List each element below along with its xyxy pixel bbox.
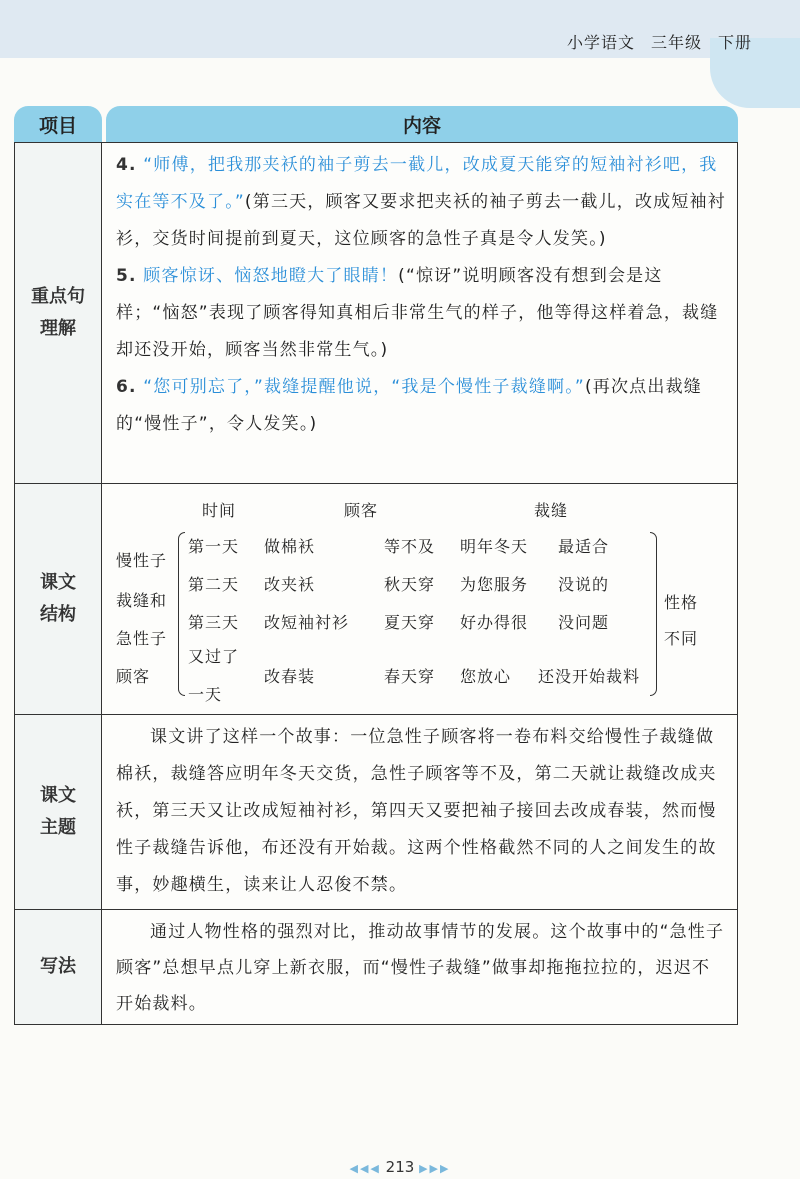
tailor-a-cell: 明年冬天 <box>460 537 529 556</box>
header-volume: 下册 <box>717 33 752 52</box>
table-body <box>14 142 738 1025</box>
left-line: 顾客 <box>116 667 151 686</box>
left-brace <box>178 532 185 696</box>
row-writing <box>15 910 737 1024</box>
customer-cell: 秋天穿 <box>384 575 436 594</box>
task-cell: 做棉袄 <box>264 537 316 556</box>
left-line: 慢性子 <box>116 551 168 570</box>
right-line: 不同 <box>664 629 699 648</box>
tailor-a-cell: 为您服务 <box>460 575 529 594</box>
item-quote: “师傅，把我那夹袄的袖子剪去一截儿，改成夏天能穿的短袖衬衫吧，我实在等不及了。” <box>116 155 718 212</box>
tailor-b-cell: 没说的 <box>558 575 610 594</box>
head-col-item: 项目 <box>14 106 102 142</box>
structure-content <box>102 484 737 714</box>
page-footer <box>0 1158 800 1176</box>
right-brace <box>650 532 657 696</box>
col-tailor: 裁缝 <box>534 501 569 520</box>
time-cell-2: 一天 <box>188 685 223 704</box>
left-line: 裁缝和 <box>116 591 168 610</box>
tailor-b-cell: 还没开始裁料 <box>538 667 641 686</box>
left-line: 急性子 <box>116 629 168 648</box>
item-number: 6. <box>116 377 137 397</box>
time-cell: 第一天 <box>188 537 240 556</box>
label-structure <box>15 484 102 714</box>
col-customer: 顾客 <box>344 501 379 520</box>
label-writing: 写法 <box>15 910 102 1024</box>
content-table <box>14 106 738 1014</box>
label-line: 课文 <box>40 572 76 593</box>
customer-cell: 春天穿 <box>384 667 436 686</box>
page-header <box>551 30 752 53</box>
sentence-item <box>116 147 727 258</box>
label-line: 理解 <box>40 318 76 339</box>
item-note: (再次点出裁缝的“慢性子”，令人发笑。) <box>116 377 702 434</box>
label-line: 主题 <box>40 817 76 838</box>
theme-text: 课文讲了这样一个故事：一位急性子顾客将一卷布料交给慢性子裁缝做棉袄，裁缝答应明年冬天交货，急性子顾客等不及，第二天就让裁缝改成夹袄，第三天又让改成短袖衬衫，第四天又要把袖子接回去改成春装，然而慢性子裁缝告诉他，布还没有开始裁。这两个性格截然不同的人之间发生的故事，妙趣横生，读来让人忍俊不禁。 <box>116 727 717 895</box>
label-line: 结构 <box>40 604 76 625</box>
label-line: 课文 <box>40 785 76 806</box>
task-cell: 改夹袄 <box>264 575 316 594</box>
customer-cell: 等不及 <box>384 537 436 556</box>
time-cell: 又过了 <box>188 647 240 666</box>
page-number: 213 <box>385 1158 415 1176</box>
label-theme <box>15 715 102 909</box>
arrow-right-icon: ▶▶▶ <box>419 1162 451 1175</box>
tailor-b-cell: 没问题 <box>558 613 610 632</box>
item-note: (“惊讶”说明顾客没有想到会是这样；“恼怒”表现了顾客得知真相后非常生气的样子，他等得这样着急，裁缝却还没开始，顾客当然非常生气。) <box>116 266 719 360</box>
sentence-item <box>116 258 727 369</box>
time-cell: 第三天 <box>188 613 240 632</box>
tailor-a-cell: 好办得很 <box>460 613 529 632</box>
tailor-b-cell: 最适合 <box>558 537 610 556</box>
item-quote: “您可别忘了，”裁缝提醒他说，“我是个慢性子裁缝啊。” <box>143 377 585 397</box>
time-cell: 第二天 <box>188 575 240 594</box>
key-sentences-content <box>102 143 737 483</box>
col-time: 时间 <box>202 501 237 520</box>
item-number: 4. <box>116 155 137 175</box>
right-line: 性格 <box>664 593 699 612</box>
head-col-content: 内容 <box>106 106 738 142</box>
item-number: 5. <box>116 266 137 286</box>
row-key-sentences <box>15 143 737 484</box>
task-cell: 改春装 <box>264 667 316 686</box>
sentence-item <box>116 369 727 443</box>
task-cell: 改短袖衬衫 <box>264 613 350 632</box>
item-quote: 顾客惊讶、恼怒地瞪大了眼睛！ <box>143 266 399 286</box>
row-theme <box>15 715 737 910</box>
item-note: (第三天，顾客又要求把夹袄的袖子剪去一截儿，改成短袖衬衫，交货时间提前到夏天，这位顾客的急性子真是令人发笑。) <box>116 192 726 249</box>
tailor-a-cell: 您放心 <box>460 667 512 686</box>
header-grade: 三年级 <box>650 33 702 52</box>
table-head <box>14 106 738 142</box>
writing-text: 通过人物性格的强烈对比，推动故事情节的发展。这个故事中的“急性子顾客”总想早点儿穿上新衣服，而“慢性子裁缝”做事却拖拖拉拉的，迟迟不开始裁料。 <box>116 922 725 1014</box>
header-subject: 小学语文 <box>566 33 635 52</box>
label-key-sentences <box>15 143 102 483</box>
arrow-left-icon: ◀◀◀ <box>349 1162 381 1175</box>
label-line: 重点句 <box>31 286 85 307</box>
row-structure <box>15 484 737 715</box>
customer-cell: 夏天穿 <box>384 613 436 632</box>
